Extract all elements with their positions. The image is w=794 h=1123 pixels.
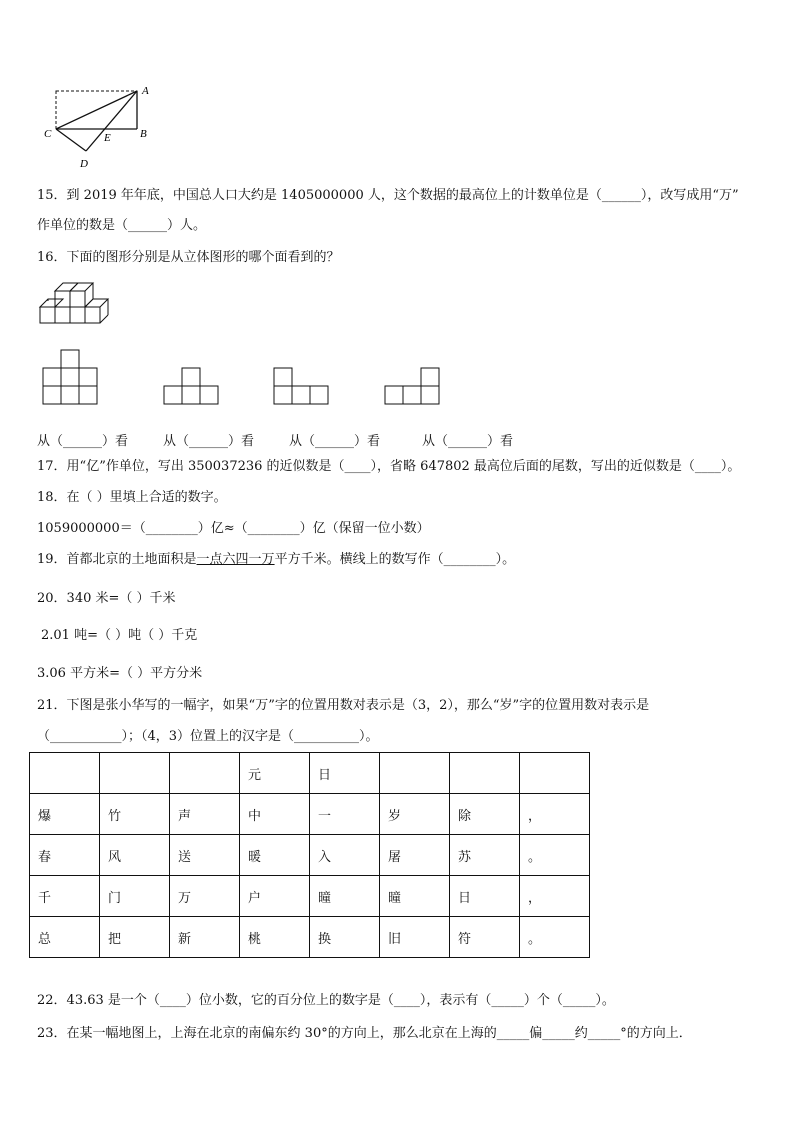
grid-cell: 暖 (240, 835, 310, 876)
grid-cell: 声 (170, 794, 240, 835)
grid-cell: 千 (30, 876, 100, 917)
grid-cell: 元 (240, 753, 310, 794)
q19-underlined: 一点六四一万 (196, 552, 275, 567)
label-b: B (140, 128, 147, 140)
grid-cell: 符 (450, 917, 520, 958)
q20-line3: 3.06 平方米=（ ）平方分米 (37, 666, 203, 681)
grid-cell: 曈 (380, 876, 450, 917)
grid-cell: 桃 (240, 917, 310, 958)
label-a: A (142, 85, 149, 97)
geometry-figure (0, 0, 794, 180)
grid-cell: 日 (310, 753, 380, 794)
grid-cell: 总 (30, 917, 100, 958)
q20-line2: 2.01 吨=（ ）吨（ ）千克 (41, 628, 198, 643)
grid-cell: 门 (100, 876, 170, 917)
grid-cell: 送 (170, 835, 240, 876)
grid-cell: 户 (240, 876, 310, 917)
q15-line2: 作单位的数是（______）人。 (37, 218, 207, 233)
q23-text: 23．在某一幅地图上，上海在北京的南偏东约 30°的方向上，那么北京在上海的_____偏_____约_____°的方向上． (37, 1026, 692, 1041)
grid-cell: 中 (240, 794, 310, 835)
grid-cell: 曈 (310, 876, 380, 917)
grid-cell (450, 753, 520, 794)
table-row (30, 835, 590, 876)
grid-cell: 。 (520, 917, 590, 958)
grid-cell: 爆 (30, 794, 100, 835)
table-row (30, 917, 590, 958)
q18-text: 18．在（ ）里填上合适的数字。 (37, 490, 227, 505)
q21-line2: （___________）；（4，3）位置上的汉字是（__________）。 (37, 729, 379, 744)
q18-line2: 1059000000＝（________）亿≈（________）亿（保留一位小数） (37, 521, 430, 536)
q19-suffix: 平方千米。横线上的数写作（________）。 (274, 552, 516, 567)
q21-line1: 21．下图是张小华写的一幅字，如果“万”字的位置用数对表示是（3，2），那么“岁”字的位置用数对表示是 (37, 698, 650, 713)
grid-cell: 除 (450, 794, 520, 835)
segment-ca (56, 91, 137, 129)
grid-cell: 入 (310, 835, 380, 876)
grid-cell: 春 (30, 835, 100, 876)
label-c: C (44, 128, 52, 140)
grid-cell: 竹 (100, 794, 170, 835)
grid-cell: 旧 (380, 917, 450, 958)
grid-cell: 日 (450, 876, 520, 917)
q16-text: 16．下面的图形分别是从立体图形的哪个面看到的？ (37, 250, 340, 265)
q19-text (37, 551, 515, 569)
table-row (30, 876, 590, 917)
segment-ad (86, 91, 137, 151)
grid-cell: 屠 (380, 835, 450, 876)
grid-cell: 苏 (450, 835, 520, 876)
q16-answer-2: 从（______）看 (163, 434, 255, 449)
grid-cell: ， (520, 794, 590, 835)
table-row (30, 794, 590, 835)
view-shapes (0, 345, 794, 415)
grid-cell: 。 (520, 835, 590, 876)
cube-stack-3d (0, 280, 794, 340)
grid-cell (520, 753, 590, 794)
label-e: E (104, 132, 111, 144)
q19-prefix: 19．首都北京的土地面积是 (37, 552, 197, 567)
q17-text: 17．用“亿”作单位，写出 350037236 的近似数是（____），省略 647802 最高位后面的尾数，写出的近似数是（____）。 (37, 459, 741, 474)
q16-answer-1: 从（______）看 (37, 434, 129, 449)
q22-text: 22．43.63 是一个（____）位小数，它的百分位上的数字是（____），表示有（_____）个（_____）。 (37, 993, 615, 1008)
table-row (30, 753, 590, 794)
grid-cell (380, 753, 450, 794)
grid-cell (100, 753, 170, 794)
grid-cell: 新 (170, 917, 240, 958)
grid-cell (30, 753, 100, 794)
grid-cell: 岁 (380, 794, 450, 835)
grid-cell: 换 (310, 917, 380, 958)
grid-cell (170, 753, 240, 794)
q20-line1: 20．340 米=（ ）千米 (37, 591, 176, 606)
grid-cell: 万 (170, 876, 240, 917)
q15-line1: 15．到 2019 年年底，中国总人口大约是 1405000000 人，这个数据的最高位上的计数单位是（______），改写成用“万” (37, 188, 739, 203)
q16-answer-3: 从（______）看 (289, 434, 381, 449)
grid-cell: 把 (100, 917, 170, 958)
grid-cell: 一 (310, 794, 380, 835)
poem-grid (29, 752, 590, 958)
grid-cell: 风 (100, 835, 170, 876)
grid-cell: ， (520, 876, 590, 917)
q16-answer-4: 从（______）看 (422, 434, 514, 449)
segment-cd (56, 129, 86, 151)
label-d: D (80, 158, 88, 170)
